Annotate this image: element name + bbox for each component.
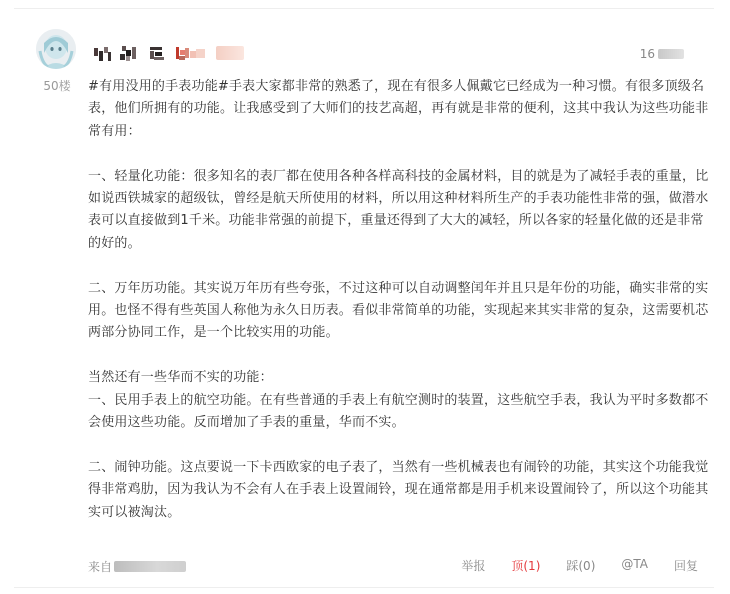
- post-actions: [435, 557, 698, 574]
- post-time: [640, 47, 684, 61]
- paragraph-gap: [88, 143, 710, 165]
- paragraph-intro: #有用没用的手表功能#手表大家都非常的熟悉了，现在有很多人佩戴它已经成为一种习惯。有很多顶级名表，他们所拥有的功能。让我感受到了大师们的技艺高超，再有就是非常的便利，这其中我认为这些功能非常有用：: [88, 79, 709, 139]
- username-blurred[interactable]: [92, 42, 244, 64]
- post-content: [88, 76, 710, 524]
- paragraph-gap: [88, 434, 710, 456]
- paragraph-perpetual-calendar: 二、万年历功能。其实说万年历有些夸张，不过这种可以自动调整闰年并且只是年份的功能，确实非常的实用。也怪不得有些英国人称他为永久日历表。看似非常简单的功能，实现起来其实非常的复杂，这需要机芯两部分协同工作，是一个比较实用的功能。: [88, 280, 709, 341]
- floor-number: 50楼: [43, 79, 71, 93]
- report-button[interactable]: 举报: [461, 559, 486, 573]
- post-source: [88, 558, 186, 575]
- username-suffix-blurred: [216, 46, 244, 60]
- username-pixelated-icon: [92, 42, 210, 64]
- source-label: 来自: [88, 560, 113, 574]
- comment-card: [14, 8, 714, 588]
- paragraph-gap: [88, 345, 710, 367]
- avatar-image-icon: [36, 29, 76, 69]
- source-device-blurred: [114, 561, 186, 572]
- post-time-blurred: [658, 49, 684, 59]
- mention-button[interactable]: @TA: [621, 557, 648, 571]
- post-time-prefix: 16: [639, 47, 655, 61]
- paragraph-gap: [88, 255, 710, 277]
- paragraph-useless-intro: 当然还有一些华而不实的功能：: [88, 370, 273, 386]
- upvote-button[interactable]: 顶(1): [511, 559, 541, 573]
- avatar[interactable]: [36, 29, 76, 69]
- reply-button[interactable]: 回复: [673, 559, 698, 573]
- paragraph-alarm: 二、闹钟功能。这点要说一下卡西欧家的电子表了，当然有一些机械表也有闹铃的功能，其实这个功能我觉得非常鸡肋，因为我认为不会有人在手表上设置闹铃，现在通常都是用手机来设置闹铃了，所以这个功能其实可以被淘汰。: [88, 459, 709, 520]
- paragraph-aviation: 一、民用手表上的航空功能。在有些普通的手表上有航空测时的装置，这些航空手表，我认为平时多数都不会使用这些功能。反而增加了手表的重量，华而不实。: [88, 392, 709, 431]
- downvote-button[interactable]: 踩(0): [566, 559, 596, 573]
- paragraph-lightweight: 一、轻量化功能：很多知名的表厂都在使用各种各样高科技的金属材料，目的就是为了减轻手表的重量，比如说西铁城家的超级钛，曾经是航天所使用的材料，所以用这种材料所生产的手表功能性非常的强，做潜水表可以直接做到1千米。功能非常强的前提下，重量还得到了大大的减轻，所以各家的轻量化做的还是非常的好的。: [88, 168, 709, 251]
